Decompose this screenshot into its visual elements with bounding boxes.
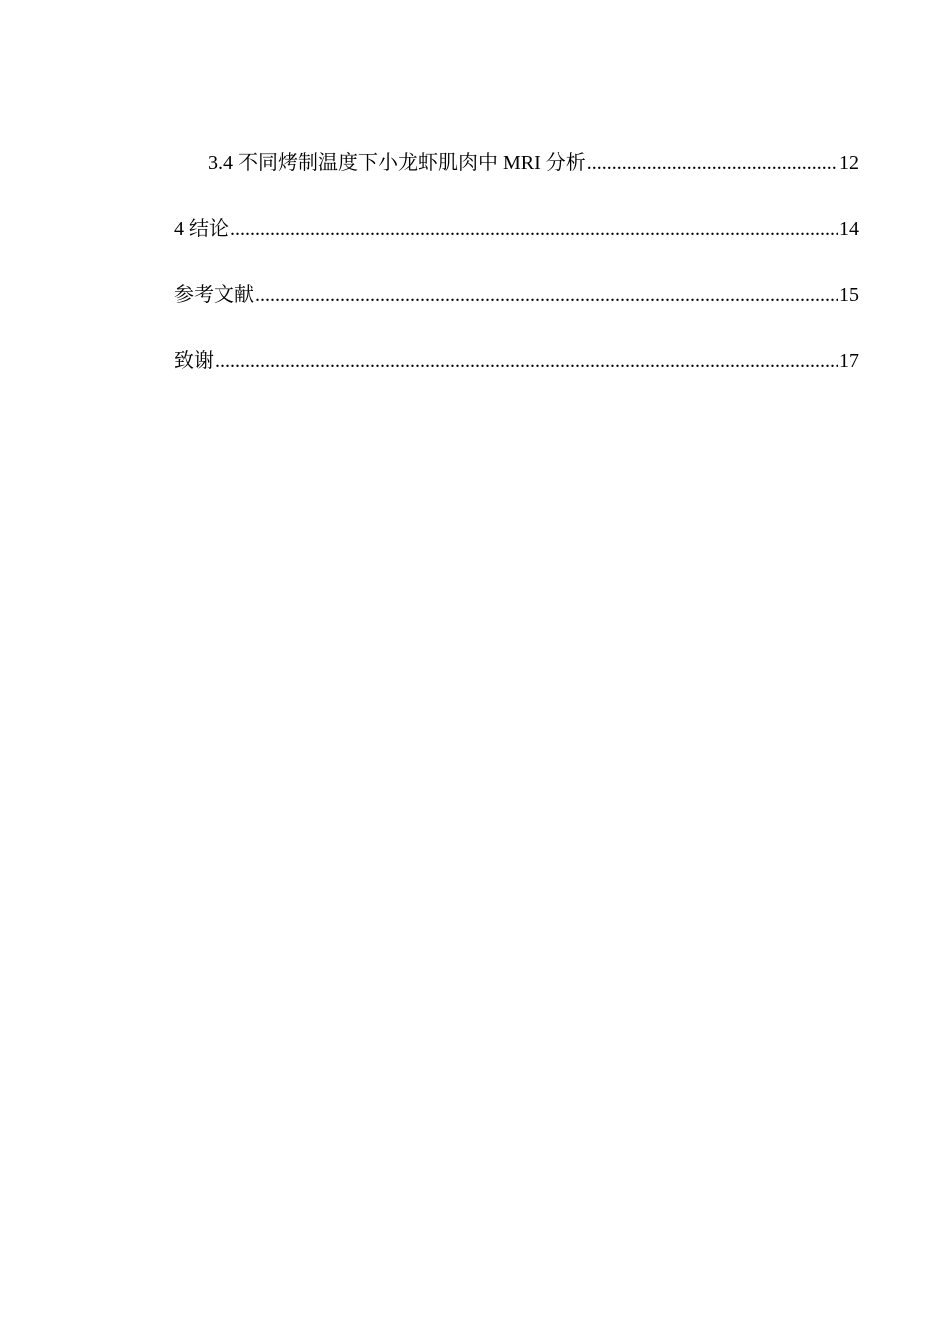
toc-entry-title: 3.4 不同烤制温度下小龙虾肌肉中 MRI 分析	[208, 152, 586, 174]
toc-dot-leader	[230, 213, 838, 246]
toc-dot-leader	[255, 279, 838, 312]
toc-dot-leader	[215, 345, 838, 378]
table-of-contents	[174, 147, 859, 411]
toc-entry-conclusion[interactable]	[174, 213, 859, 246]
toc-entry-title: 致谢	[174, 350, 214, 372]
toc-dot-leader	[587, 147, 838, 180]
toc-entry-acknowledgements[interactable]	[174, 345, 859, 378]
toc-entry-3-4[interactable]	[174, 147, 859, 180]
toc-entry-title: 参考文献	[174, 284, 254, 306]
toc-entry-title: 4 结论	[174, 218, 229, 240]
toc-entry-page-number: 14	[839, 218, 859, 240]
toc-entry-page-number: 15	[839, 284, 859, 306]
toc-entry-references[interactable]	[174, 279, 859, 312]
toc-entry-page-number: 17	[839, 350, 859, 372]
toc-entry-page-number: 12	[839, 152, 859, 174]
